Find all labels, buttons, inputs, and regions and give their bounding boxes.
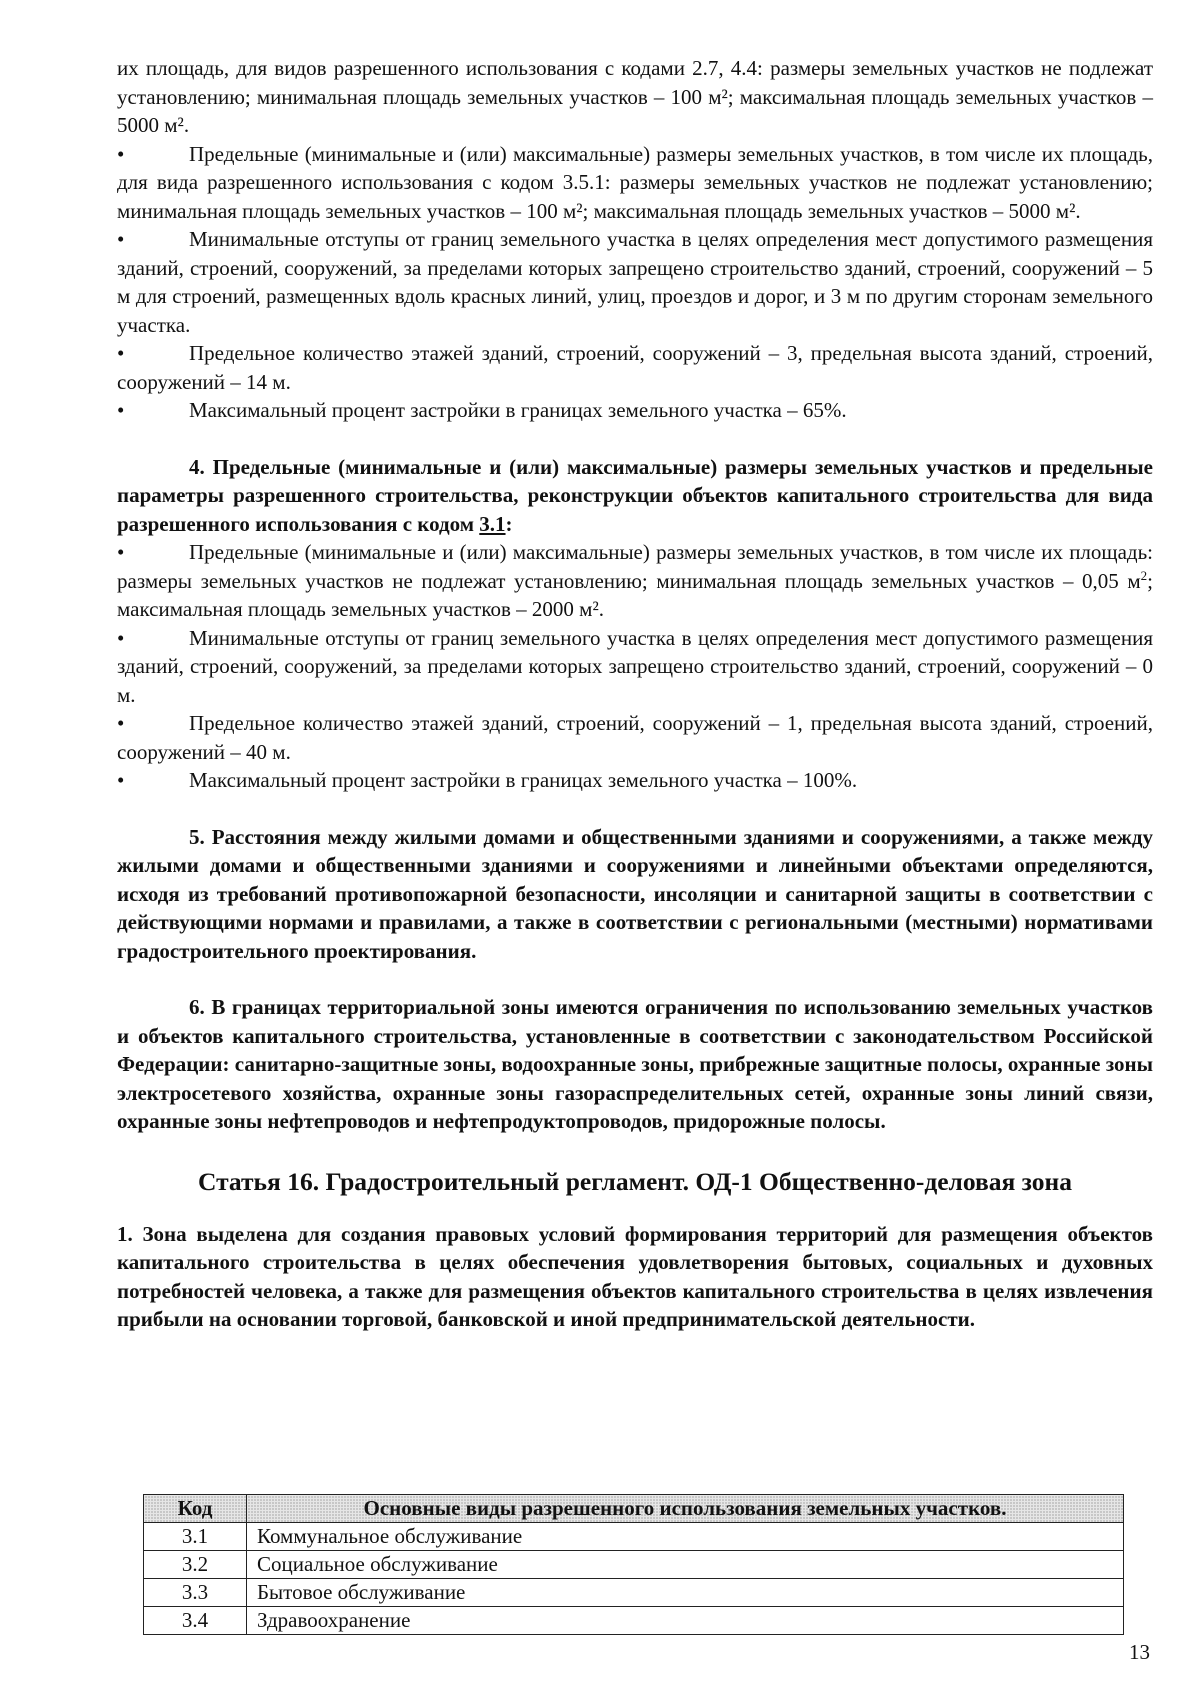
- bullet-icon: •: [117, 711, 125, 735]
- table-header-row: [144, 1495, 1124, 1523]
- table-row: [144, 1607, 1124, 1635]
- intro-paragraph: их площадь, для видов разрешенного использования с кодами 2.7, 4.4: размеры земельных участков не подлежат установлению; минимальная площадь земельных участков – 100 м²; максимальная площадь земельных участков – 5000 м².: [117, 56, 1153, 137]
- article-16-paragraph-1: 1. Зона выделена для создания правовых условий формирования территорий для размещения объектов капитального строительства в целях обеспечения удовлетворения бытовых, социальных и духовных потребностей человека, а также для размещения объектов капитального строительства в целях извлечения прибыли на основании торговой, банковской и иной предпринимательской деятельности.: [117, 1221, 1153, 1331]
- bullet-icon: •: [117, 768, 125, 792]
- table-cell-code: 3.1: [144, 1523, 247, 1551]
- table-cell-code: 3.3: [144, 1579, 247, 1607]
- section-4-heading: [117, 453, 1153, 539]
- list-item: [117, 766, 1153, 795]
- list-item-text: Предельные (минимальные и (или) максимальные) размеры земельных участков, в том числе их площадь: размеры земельных участков не подлежат установлению; минимальная площадь земельных участков – 0,05 м: [117, 540, 1153, 593]
- list-item: [117, 538, 1153, 624]
- table-cell-name: Здравоохранение: [247, 1607, 1124, 1635]
- bullet-icon: •: [117, 341, 125, 365]
- spacer: [117, 795, 1153, 823]
- list-item: [117, 225, 1153, 339]
- list-item-text: Максимальный процент застройки в границах земельного участка – 100%.: [189, 768, 858, 792]
- bullet-icon: •: [117, 540, 125, 564]
- table-row: [144, 1579, 1124, 1607]
- table-cell-code: 3.4: [144, 1607, 247, 1635]
- bullet-icon: •: [117, 141, 125, 166]
- bullet-icon: •: [117, 625, 125, 650]
- list-item: [117, 396, 1153, 425]
- list-item: [117, 624, 1153, 710]
- bullet-icon: •: [117, 398, 125, 422]
- spacer: [117, 965, 1153, 993]
- spacer: [117, 1136, 1153, 1166]
- table-row: [144, 1551, 1124, 1579]
- list-item-text: Предельное количество этажей зданий, строений, сооружений – 3, предельная высота зданий, строений, сооружений – 14 м.: [117, 341, 1153, 394]
- section-4-code-link: 3.1: [479, 511, 506, 536]
- spacer: [117, 425, 1153, 453]
- list-item-text: ; максимальная площадь земельных участков – 2000 м².: [117, 568, 1153, 621]
- land-use-table: [143, 1494, 1124, 1635]
- page-number: 13: [1129, 1640, 1150, 1664]
- list-item: [117, 140, 1153, 226]
- list-item: [117, 339, 1153, 396]
- section-4-heading-text: 4. Предельные (минимальные и (или) максимальные) размеры земельных участков и предельные параметры разрешенного строительства, реконструкции объектов капитального строительства для вида разрешенного использования с кодом: [117, 454, 1153, 536]
- list-item-text: Максимальный процент застройки в границах земельного участка – 65%.: [189, 398, 847, 422]
- table-cell-name: Бытовое обслуживание: [247, 1579, 1124, 1607]
- section-4-heading-colon: :: [505, 511, 513, 536]
- list-item-text: Предельное количество этажей зданий, строений, сооружений – 1, предельная высота зданий, строений, сооружений – 40 м.: [117, 711, 1153, 764]
- superscript: 2: [1140, 567, 1148, 583]
- table-row: [144, 1523, 1124, 1551]
- table-cell-name: Коммунальное обслуживание: [247, 1523, 1124, 1551]
- list-item-text: Предельные (минимальные и (или) максимальные) размеры земельных участков, в том числе их площадь, для вида разрешенного использования с кодом 3.5.1: размеры земельных участков не подлежат установлению; минимальная площадь земельных участков – 100 м²; максимальная площадь земельных участков – 5000 м².: [117, 141, 1153, 223]
- spacer: [117, 1198, 1153, 1220]
- section-6-paragraph: 6. В границах территориальной зоны имеются ограничения по использованию земельных участков и объектов капитального строительства, установленные в соответствии с законодательством Российской Федерации: санитарно-защитные зоны, водоохранные зоны, прибрежные защитные полосы, охранные зоны электросетевого хозяйства, охранные зоны газораспределительных сетей, охранные зоны линий связи, охранные зоны нефтепроводов и нефтепродуктопроводов, придорожные полосы.: [117, 995, 1153, 1133]
- table-cell-code: 3.2: [144, 1551, 247, 1579]
- bullet-icon: •: [117, 227, 125, 251]
- article-16-title: Статья 16. Градостроительный регламент. ОД-1 Общественно-деловая зона: [198, 1166, 1072, 1196]
- list-item-text: Минимальные отступы от границ земельного участка в целях определения мест допустимого размещения зданий, строений, сооружений, за пределами которых запрещено строительство зданий, строений, сооружений – 0 м.: [117, 625, 1153, 707]
- column-header-code: Код: [144, 1495, 247, 1523]
- table-cell-name: Социальное обслуживание: [247, 1551, 1124, 1579]
- document-page: [117, 54, 1153, 1334]
- list-item-text: Минимальные отступы от границ земельного участка в целях определения мест допустимого размещения зданий, строений, сооружений, за пределами которых запрещено строительство зданий, строений, сооружений – 5 м для строений, размещенных вдоль красных линий, улиц, проездов и дорог, и 3 м по другим сторонам земельного участка.: [117, 227, 1153, 337]
- list-item: [117, 709, 1153, 766]
- column-header-use: Основные виды разрешенного использования земельных участков.: [247, 1495, 1124, 1523]
- section-5-paragraph: 5. Расстояния между жилыми домами и общественными зданиями и сооружениями, а также между жилыми домами и общественными зданиями и сооружениями и линейными объектами определяются, исходя из требований противопожарной безопасности, инсоляции и санитарной защиты в соответствии с действующими нормами и правилами, а также в соответствии с региональными (местными) нормативами градостроительного проектирования.: [117, 824, 1153, 963]
